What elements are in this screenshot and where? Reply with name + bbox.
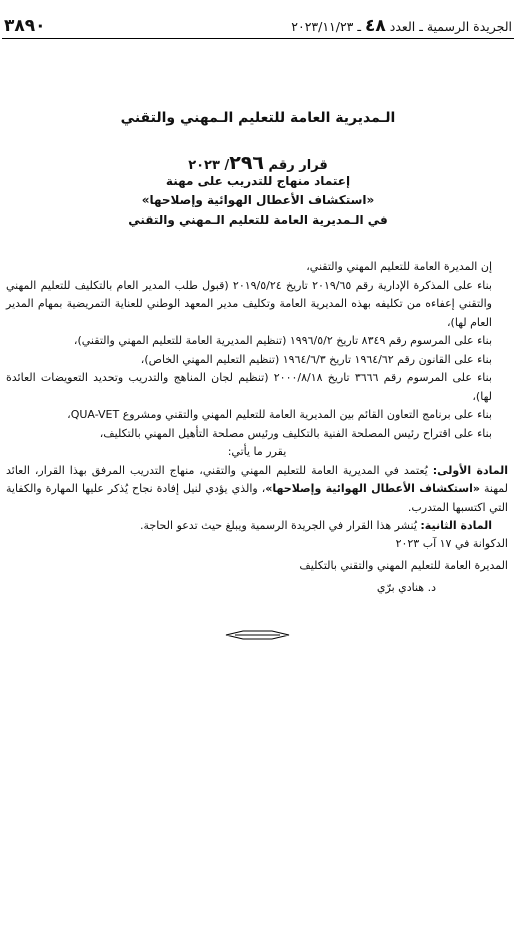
article-two-label: المادة الثانية: [420, 519, 492, 532]
decision-title [0, 152, 516, 174]
issue-date: ـ ٢٠٢٣/١١/٢٣ [291, 19, 362, 34]
decision-subject-line-2: «استكشاف الأعطال الهوائية وإصلاحها» [141, 193, 375, 207]
decision-year: / ٢٠٢٣ [188, 158, 230, 173]
article-one-label: المادة الأولى: [432, 463, 508, 477]
recital-decree-3666: بناء على المرسوم رقم ٣٦٦٦ تاريخ ٢٠٠٠/٨/١٨ (تنظيم لجان المناهج والتدريب وتحديد التعويضات العائدة لها)، [6, 371, 492, 403]
article-one [6, 462, 508, 518]
article-one-text-a: يُعتمد في المديرية العامة للتعليم المهني والتقني، منهاج التدريب المرفق بهذا القرار، العائد لمهنة [6, 463, 508, 495]
decision-body [6, 258, 508, 536]
recital-qua-vet: بناء على برنامج التعاون القائم بين المديرية العامة للتعليم المهني والتقني ومشروع QUA-VET، [67, 408, 492, 421]
decision-number: ٢٩٦ [229, 152, 265, 174]
article-two [6, 517, 508, 536]
signatory-title: المديرة العامة للتعليم المهني والتقني بالتكليف [299, 559, 508, 572]
article-two-text: يُنشر هذا القرار في الجريدة الرسمية ويبلغ حيث تدعو الحاجة. [140, 519, 417, 532]
article-one-text-b: ، والذي يؤدي لنيل إفادة نجاح يُذكر عليها المهارة والكفاية التي اكتسبها المتدرب. [6, 482, 508, 514]
issue-number: ٤٨ [365, 16, 386, 36]
directorate-heading: الـمديرية العامة للتعليم الـمهني والتقني [120, 110, 396, 126]
page-number: ٣٨٩٠ [4, 16, 46, 36]
recital-memo: بناء على المذكرة الإدارية رقم ٢٠١٩/٦٥ تاريخ ٢٠١٩/٥/٢٤ (قبول طلب المدير العام بالتكليف للتعليم المهني والتقني إعفاءه من تكليفه بهذه المديرية العامة وتكليف مدير المعهد الوطني للعناية التمريضية بمهام المدير العام لها)، [6, 278, 492, 329]
article-one-trade: «استكشاف الأعطال الهوائية وإصلاحها» [265, 482, 480, 495]
preamble-intro: إن المديرة العامة للتعليم المهني والتقني، [306, 260, 492, 273]
signatory-name: د. هنادي برّي [376, 581, 436, 594]
recital-proposal: بناء على اقتراح رئيس المصلحة الفنية بالتكليف ورئيس مصلحة التأهيل المهني بالتكليف، [99, 426, 492, 440]
running-head [291, 16, 512, 36]
decision-prefix: قرار رقم [268, 158, 328, 173]
decision-subject-line-1: إعتماد منهاج للتدريب على مهنة [165, 174, 351, 188]
header-rule [2, 38, 514, 39]
recital-decree-8349: بناء على المرسوم رقم ٨٣٤٩ تاريخ ١٩٩٦/٥/٢ (تنظيم المديرية العامة للتعليم المهني والتقني)، [73, 334, 492, 347]
decides-heading: يقرر ما يأتي: [227, 445, 287, 458]
end-ornament-icon [225, 628, 290, 642]
recital-law-62: بناء على القانون رقم ١٩٦٤/٦٢ تاريخ ١٩٦٤/٦/٣ (تنظيم التعليم المهني الخاص)، [140, 352, 492, 366]
decision-subject-line-3: في الـمديرية العامة للتعليم الـمهني والتقني [128, 213, 388, 227]
gazette-name: الجريدة الرسمية ـ العدد [389, 19, 512, 34]
signature-place-date: الدكوانة في ١٧ آب ٢٠٢٣ [395, 537, 508, 550]
page-header [4, 12, 512, 36]
